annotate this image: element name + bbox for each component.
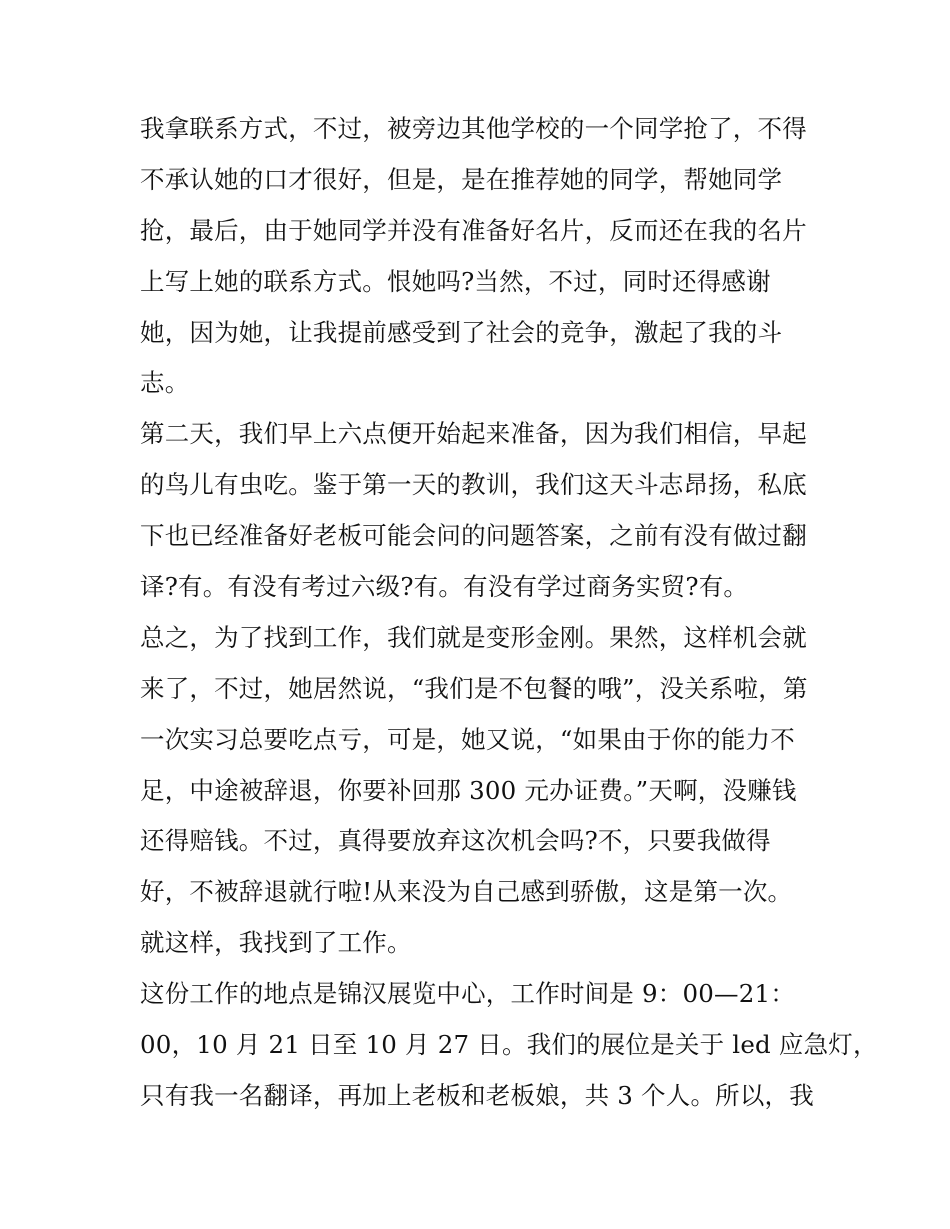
text-line-20: 只有我一名翻译，再加上老板和老板娘，共 3 个人。所以，我: [140, 1080, 814, 1110]
text-line-16: 好，不被辞退就行啦!从来没为自己感到骄傲，这是第一次。: [140, 877, 793, 907]
text-line-2: 不承认她的口才很好，但是，是在推荐她的同学，帮她同学: [140, 164, 783, 194]
text-line-10: 译?有。有没有考过六级?有。有没有学过商务实贸?有。: [140, 572, 749, 602]
text-line-12: 来了，不过，她居然说，“我们是不包餐的哦”，没关系啦，第: [140, 673, 808, 703]
text-line-9: 下也已经准备好老板可能会问的问题答案，之前有没有做过翻: [140, 521, 807, 551]
text-line-6: 志。: [140, 368, 190, 398]
text-line-3: 抢，最后，由于她同学并没有准备好名片，反而还在我的名片: [140, 215, 807, 245]
text-line-15: 还得赔钱。不过，真得要放弃这次机会吗?不，只要我做得: [140, 826, 771, 856]
text-line-4: 上写上她的联系方式。恨她吗?当然，不过，同时还得感谢: [140, 266, 771, 296]
text-line-1: 我拿联系方式，不过，被旁边其他学校的一个同学抢了，不得: [140, 114, 807, 143]
text-line-8: 的鸟儿有虫吃。鉴于第一天的教训，我们这天斗志昂扬，私底: [140, 470, 807, 500]
text-line-5: 她，因为她，让我提前感受到了社会的竞争，激起了我的斗: [140, 317, 783, 347]
text-line-7: 第二天，我们早上六点便开始起来准备，因为我们相信，早起: [140, 419, 807, 449]
text-line-19: 00，10 月 21 日至 10 月 27 日。我们的展位是关于 led 应急灯，: [140, 1030, 878, 1060]
text-line-17: 就这样，我找到了工作。: [140, 928, 412, 958]
text-line-18: 这份工作的地点是锦汉展览中心，工作时间是 9：00—21：: [140, 979, 796, 1009]
text-line-13: 一次实习总要吃点亏，可是，她又说，“如果由于你的能力不: [140, 724, 795, 754]
body-text: [140, 104, 878, 1122]
text-line-14: 足，中途被辞退，你要补回那 300 元办证费。”天啊，没赚钱: [140, 775, 797, 805]
text-line-11: 总之，为了找到工作，我们就是变形金刚。果然，这样机会就: [140, 622, 807, 652]
